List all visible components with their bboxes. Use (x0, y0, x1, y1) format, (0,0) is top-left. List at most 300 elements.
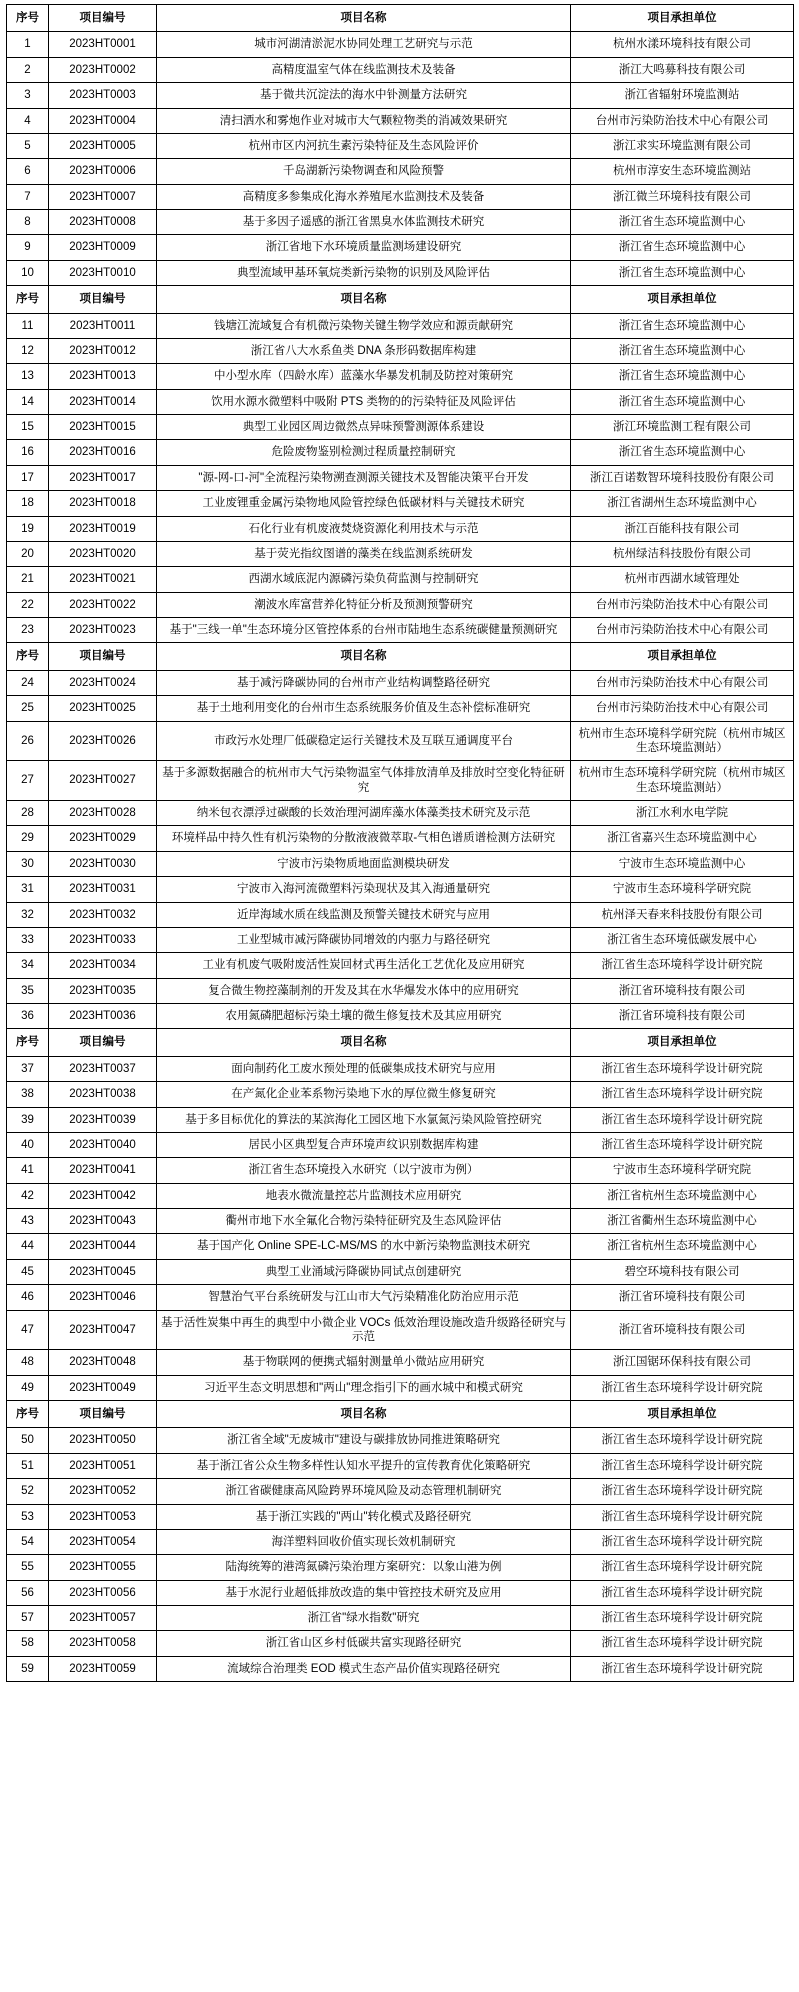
row-unit: 浙江省生态环境科学设计研究院 (571, 1580, 794, 1605)
row-project-name: 海洋塑料回收价值实现长效机制研究 (157, 1529, 571, 1554)
row-project-name: 面向制药化工废水预处理的低碳集成技术研究与应用 (157, 1056, 571, 1081)
table-row (7, 670, 794, 695)
row-project-name: 潮波水库富营养化特征分析及预测预警研究 (157, 592, 571, 617)
row-code: 2023HT0013 (49, 364, 157, 389)
row-code: 2023HT0031 (49, 877, 157, 902)
column-header-name: 项目名称 (157, 643, 571, 670)
row-seq: 17 (7, 465, 49, 490)
row-project-name: 宁波市入海河流微塑料污染现状及其入海通量研究 (157, 877, 571, 902)
row-unit: 浙江百能科技有限公司 (571, 516, 794, 541)
row-project-name: 基于多因子遥感的浙江省黑臭水体监测技术研究 (157, 210, 571, 235)
row-unit: 浙江省生态环境科学设计研究院 (571, 1631, 794, 1656)
row-seq: 14 (7, 389, 49, 414)
row-code: 2023HT0053 (49, 1504, 157, 1529)
row-project-name: 典型工业涌域污降碳协同试点创建研究 (157, 1259, 571, 1284)
column-header-seq: 序号 (7, 1029, 49, 1056)
row-unit: 台州市污染防治技术中心有限公司 (571, 696, 794, 721)
row-unit: 浙江省环境科技有限公司 (571, 1310, 794, 1350)
row-code: 2023HT0041 (49, 1158, 157, 1183)
row-unit: 浙江省生态环境科学设计研究院 (571, 1453, 794, 1478)
row-code: 2023HT0040 (49, 1132, 157, 1157)
row-unit: 浙江省生态环境科学设计研究院 (571, 1529, 794, 1554)
row-project-name: 浙江省地下水环境质量监测场建设研究 (157, 235, 571, 260)
row-code: 2023HT0022 (49, 592, 157, 617)
row-project-name: 工业废锂重金属污染物地风险管控绿色低碳材料与关键技术研究 (157, 491, 571, 516)
row-seq: 24 (7, 670, 49, 695)
row-project-name: 宁波市污染物质地面监测模块研发 (157, 851, 571, 876)
row-unit: 浙江省环境科技有限公司 (571, 978, 794, 1003)
row-unit: 台州市污染防治技术中心有限公司 (571, 108, 794, 133)
row-code: 2023HT0049 (49, 1375, 157, 1400)
row-unit: 杭州市淳安生态环境监测站 (571, 159, 794, 184)
row-seq: 32 (7, 902, 49, 927)
row-code: 2023HT0032 (49, 902, 157, 927)
row-seq: 43 (7, 1209, 49, 1234)
row-project-name: 石化行业有机废液焚烧资源化利用技术与示范 (157, 516, 571, 541)
row-seq: 21 (7, 567, 49, 592)
row-project-name: 基于物联网的便携式辐射测量单小微站应用研究 (157, 1350, 571, 1375)
row-code: 2023HT0046 (49, 1285, 157, 1310)
row-project-name: 陆海统筹的港湾氮磷污染治理方案研究：以象山港为例 (157, 1555, 571, 1580)
row-code: 2023HT0006 (49, 159, 157, 184)
row-project-name: 城市河湖清淤泥水协同处理工艺研究与示范 (157, 32, 571, 57)
row-project-name: 基于荧光指纹图谱的藻类在线监测系统研发 (157, 541, 571, 566)
table-row (7, 32, 794, 57)
row-project-name: 西湖水域底泥内源磷污染负荷监测与控制研究 (157, 567, 571, 592)
row-unit: 浙江省生态环境科学设计研究院 (571, 1479, 794, 1504)
row-unit: 浙江省生态环境监测中心 (571, 260, 794, 285)
row-unit: 浙江大鸣募科技有限公司 (571, 57, 794, 82)
row-code: 2023HT0029 (49, 826, 157, 851)
table-row (7, 1479, 794, 1504)
row-project-name: 农用氮磷肥超标污染土壤的微生修复技术及其应用研究 (157, 1004, 571, 1029)
table-row (7, 877, 794, 902)
row-code: 2023HT0024 (49, 670, 157, 695)
row-seq: 48 (7, 1350, 49, 1375)
row-code: 2023HT0012 (49, 338, 157, 363)
table-row (7, 83, 794, 108)
row-project-name: 基于浙江省公众生物多样性认知水平提升的宣传教育优化策略研究 (157, 1453, 571, 1478)
table-row (7, 1004, 794, 1029)
row-project-name: 基于活性炭集中再生的典型中小微企业 VOCs 低效治理设施改造升级路径研究与示范 (157, 1310, 571, 1350)
row-seq: 18 (7, 491, 49, 516)
row-project-name: 近岸海域水质在线监测及预警关键技术研究与应用 (157, 902, 571, 927)
row-seq: 42 (7, 1183, 49, 1208)
table-row (7, 927, 794, 952)
row-seq: 49 (7, 1375, 49, 1400)
row-unit: 宁波市生态环境科学研究院 (571, 1158, 794, 1183)
row-seq: 27 (7, 761, 49, 801)
row-seq: 8 (7, 210, 49, 235)
row-seq: 1 (7, 32, 49, 57)
row-seq: 7 (7, 184, 49, 209)
table-row (7, 1183, 794, 1208)
row-code: 2023HT0042 (49, 1183, 157, 1208)
table-row (7, 1209, 794, 1234)
column-header-code: 项目编号 (49, 1029, 157, 1056)
table-row (7, 338, 794, 363)
table-row (7, 210, 794, 235)
row-code: 2023HT0023 (49, 618, 157, 643)
table-row (7, 57, 794, 82)
table-row (7, 465, 794, 490)
row-unit: 浙江省湖州生态环境监测中心 (571, 491, 794, 516)
row-project-name: 浙江省碳健康高风险跨界环境风险及动态管理机制研究 (157, 1479, 571, 1504)
row-unit: 宁波市生态环境监测中心 (571, 851, 794, 876)
column-header-name: 项目名称 (157, 286, 571, 313)
row-code: 2023HT0059 (49, 1656, 157, 1681)
row-seq: 2 (7, 57, 49, 82)
row-unit: 浙江省环境科技有限公司 (571, 1285, 794, 1310)
row-seq: 54 (7, 1529, 49, 1554)
row-unit: 浙江省杭州生态环境监测中心 (571, 1234, 794, 1259)
row-seq: 31 (7, 877, 49, 902)
table-row (7, 1132, 794, 1157)
row-seq: 56 (7, 1580, 49, 1605)
row-seq: 33 (7, 927, 49, 952)
column-header-code: 项目编号 (49, 643, 157, 670)
row-project-name: 基于土地利用变化的台州市生态系统服务价值及生态补偿标准研究 (157, 696, 571, 721)
table-row (7, 592, 794, 617)
row-unit: 浙江省生态环境监测中心 (571, 389, 794, 414)
row-seq: 13 (7, 364, 49, 389)
row-unit: 台州市污染防治技术中心有限公司 (571, 592, 794, 617)
table-row (7, 133, 794, 158)
table-row (7, 978, 794, 1003)
row-code: 2023HT0037 (49, 1056, 157, 1081)
row-code: 2023HT0007 (49, 184, 157, 209)
row-seq: 50 (7, 1428, 49, 1453)
column-header-code: 项目编号 (49, 286, 157, 313)
row-unit: 浙江省生态环境科学设计研究院 (571, 1056, 794, 1081)
row-code: 2023HT0008 (49, 210, 157, 235)
table-header-row (7, 286, 794, 313)
table-row (7, 1453, 794, 1478)
row-code: 2023HT0004 (49, 108, 157, 133)
table-row (7, 440, 794, 465)
table-row (7, 1428, 794, 1453)
row-seq: 39 (7, 1107, 49, 1132)
row-code: 2023HT0017 (49, 465, 157, 490)
row-unit: 碧空环境科技有限公司 (571, 1259, 794, 1284)
row-unit: 宁波市生态环境科学研究院 (571, 877, 794, 902)
row-seq: 4 (7, 108, 49, 133)
column-header-name: 项目名称 (157, 5, 571, 32)
row-unit: 浙江水利水电学院 (571, 801, 794, 826)
row-project-name: 衢州市地下水全氟化合物污染特征研究及生态风险评估 (157, 1209, 571, 1234)
row-code: 2023HT0033 (49, 927, 157, 952)
row-seq: 57 (7, 1606, 49, 1631)
row-code: 2023HT0039 (49, 1107, 157, 1132)
table-row (7, 389, 794, 414)
row-code: 2023HT0027 (49, 761, 157, 801)
project-list-table (6, 4, 794, 1682)
row-unit: 浙江省环境科技有限公司 (571, 1004, 794, 1029)
row-code: 2023HT0019 (49, 516, 157, 541)
row-unit: 浙江省嘉兴生态环境监测中心 (571, 826, 794, 851)
row-unit: 浙江省辐射环境监测站 (571, 83, 794, 108)
row-unit: 浙江省生态环境监测中心 (571, 210, 794, 235)
row-code: 2023HT0043 (49, 1209, 157, 1234)
column-header-code: 项目编号 (49, 5, 157, 32)
row-code: 2023HT0047 (49, 1310, 157, 1350)
row-seq: 30 (7, 851, 49, 876)
table-row (7, 618, 794, 643)
table-row (7, 1529, 794, 1554)
row-project-name: 饮用水源水微塑料中吸附 PTS 类物的的污染特征及风险评估 (157, 389, 571, 414)
table-row (7, 851, 794, 876)
column-header-unit: 项目承担单位 (571, 286, 794, 313)
row-project-name: 典型流域甲基环氧烷类新污染物的识别及风险评估 (157, 260, 571, 285)
row-project-name: 居民小区典型复合声环境声纹识别数据库构建 (157, 1132, 571, 1157)
row-code: 2023HT0050 (49, 1428, 157, 1453)
row-code: 2023HT0014 (49, 389, 157, 414)
table-row (7, 313, 794, 338)
row-unit: 杭州水漾环境科技有限公司 (571, 32, 794, 57)
table-header-row (7, 643, 794, 670)
table-row (7, 1504, 794, 1529)
row-seq: 20 (7, 541, 49, 566)
row-seq: 40 (7, 1132, 49, 1157)
row-unit: 杭州市生态环境科学研究院（杭州市城区生态环境监测站） (571, 721, 794, 761)
row-project-name: 浙江省山区乡村低碳共富实现路径研究 (157, 1631, 571, 1656)
row-unit: 浙江省生态环境监测中心 (571, 235, 794, 260)
row-code: 2023HT0003 (49, 83, 157, 108)
row-seq: 28 (7, 801, 49, 826)
row-seq: 46 (7, 1285, 49, 1310)
row-unit: 浙江省衢州生态环境监测中心 (571, 1209, 794, 1234)
row-project-name: 基于浙江实践的"两山"转化模式及路径研究 (157, 1504, 571, 1529)
row-code: 2023HT0051 (49, 1453, 157, 1478)
table-row (7, 364, 794, 389)
row-project-name: 习近平生态文明思想和"两山"理念指引下的画水城中和模式研究 (157, 1375, 571, 1400)
column-header-unit: 项目承担单位 (571, 1401, 794, 1428)
row-seq: 34 (7, 953, 49, 978)
row-code: 2023HT0034 (49, 953, 157, 978)
row-project-name: 地表水微流量控芯片监测技术应用研究 (157, 1183, 571, 1208)
table-row (7, 108, 794, 133)
row-seq: 52 (7, 1479, 49, 1504)
row-seq: 58 (7, 1631, 49, 1656)
row-code: 2023HT0038 (49, 1082, 157, 1107)
table-row (7, 801, 794, 826)
column-header-name: 项目名称 (157, 1029, 571, 1056)
row-seq: 22 (7, 592, 49, 617)
row-code: 2023HT0056 (49, 1580, 157, 1605)
row-code: 2023HT0002 (49, 57, 157, 82)
table-row (7, 567, 794, 592)
row-unit: 浙江省生态环境科学设计研究院 (571, 1656, 794, 1681)
row-project-name: 复合微生物控藻制剂的开发及其在水华爆发水体中的应用研究 (157, 978, 571, 1003)
row-code: 2023HT0045 (49, 1259, 157, 1284)
row-unit: 浙江省生态环境监测中心 (571, 440, 794, 465)
column-header-seq: 序号 (7, 1401, 49, 1428)
row-code: 2023HT0044 (49, 1234, 157, 1259)
row-code: 2023HT0015 (49, 415, 157, 440)
row-unit: 浙江省生态环境科学设计研究院 (571, 1132, 794, 1157)
row-unit: 浙江省生态环境科学设计研究院 (571, 1504, 794, 1529)
row-code: 2023HT0020 (49, 541, 157, 566)
table-row (7, 1107, 794, 1132)
row-unit: 浙江省生态环境低碳发展中心 (571, 927, 794, 952)
row-seq: 38 (7, 1082, 49, 1107)
row-seq: 55 (7, 1555, 49, 1580)
row-code: 2023HT0055 (49, 1555, 157, 1580)
row-project-name: 钱塘江流域复合有机微污染物关键生物学效应和源贡献研究 (157, 313, 571, 338)
row-unit: 台州市污染防治技术中心有限公司 (571, 618, 794, 643)
row-unit: 杭州市西湖水域管理处 (571, 567, 794, 592)
row-code: 2023HT0058 (49, 1631, 157, 1656)
row-seq: 25 (7, 696, 49, 721)
row-unit: 浙江环境监测工程有限公司 (571, 415, 794, 440)
table-row (7, 260, 794, 285)
row-project-name: 典型工业园区周边微然点异味预警测源体系建设 (157, 415, 571, 440)
row-unit: 浙江省生态环境科学设计研究院 (571, 1107, 794, 1132)
row-project-name: 清扫洒水和雾炮作业对城市大气颗粒物类的消减效果研究 (157, 108, 571, 133)
row-seq: 37 (7, 1056, 49, 1081)
row-project-name: 基于减污降碳协同的台州市产业结构调整路径研究 (157, 670, 571, 695)
row-project-name: 基于水泥行业超低排放改造的集中管控技术研究及应用 (157, 1580, 571, 1605)
row-code: 2023HT0010 (49, 260, 157, 285)
table-row (7, 1555, 794, 1580)
row-unit: 浙江省生态环境监测中心 (571, 364, 794, 389)
table-header-row (7, 5, 794, 32)
table-row (7, 902, 794, 927)
row-code: 2023HT0054 (49, 1529, 157, 1554)
row-seq: 45 (7, 1259, 49, 1284)
row-seq: 26 (7, 721, 49, 761)
row-code: 2023HT0018 (49, 491, 157, 516)
row-code: 2023HT0057 (49, 1606, 157, 1631)
row-unit: 浙江省生态环境科学设计研究院 (571, 1606, 794, 1631)
row-project-name: 环境样品中持久性有机污染物的分散液液微萃取-气相色谱质谱检测方法研究 (157, 826, 571, 851)
row-seq: 29 (7, 826, 49, 851)
row-unit: 台州市污染防治技术中心有限公司 (571, 670, 794, 695)
row-project-name: 中小型水库（四龄水库）蓝藻水华暴发机制及防控对策研究 (157, 364, 571, 389)
table-row (7, 491, 794, 516)
row-seq: 23 (7, 618, 49, 643)
table-row (7, 1259, 794, 1284)
row-project-name: 工业有机废气吸附废活性炭回材式再生活化工艺优化及应用研究 (157, 953, 571, 978)
row-code: 2023HT0005 (49, 133, 157, 158)
row-seq: 15 (7, 415, 49, 440)
row-project-name: 智慧治气平台系统研发与江山市大气污染精准化防治应用示范 (157, 1285, 571, 1310)
row-project-name: 流域综合治理类 EOD 模式生态产品价值实现路径研究 (157, 1656, 571, 1681)
row-project-name: 基于多源数据融合的杭州市大气污染物温室气体排放清单及排放时空变化特征研究 (157, 761, 571, 801)
row-project-name: 危险废物鉴别检测过程质量控制研究 (157, 440, 571, 465)
row-unit: 浙江省杭州生态环境监测中心 (571, 1183, 794, 1208)
table-row (7, 1234, 794, 1259)
row-project-name: 浙江省生态环境投入水研究（以宁波市为例） (157, 1158, 571, 1183)
table-row (7, 1350, 794, 1375)
table-row (7, 1631, 794, 1656)
row-seq: 53 (7, 1504, 49, 1529)
column-header-code: 项目编号 (49, 1401, 157, 1428)
table-row (7, 1606, 794, 1631)
row-project-name: 基于微共沉淀法的海水中钋测量方法研究 (157, 83, 571, 108)
table-row (7, 235, 794, 260)
column-header-seq: 序号 (7, 286, 49, 313)
table-row (7, 721, 794, 761)
table-row (7, 415, 794, 440)
row-project-name: 工业型城市减污降碳协同增效的内驱力与路径研究 (157, 927, 571, 952)
row-code: 2023HT0030 (49, 851, 157, 876)
row-seq: 9 (7, 235, 49, 260)
column-header-seq: 序号 (7, 5, 49, 32)
table-row (7, 826, 794, 851)
row-code: 2023HT0016 (49, 440, 157, 465)
row-seq: 11 (7, 313, 49, 338)
table-row (7, 1310, 794, 1350)
table-body (7, 5, 794, 1682)
row-seq: 5 (7, 133, 49, 158)
table-row (7, 1375, 794, 1400)
row-project-name: 在产氮化企业苯系物污染地下水的厚位微生修复研究 (157, 1082, 571, 1107)
table-row (7, 1056, 794, 1081)
table-header-row (7, 1401, 794, 1428)
row-code: 2023HT0048 (49, 1350, 157, 1375)
row-project-name: 基于国产化 Online SPE-LC-MS/MS 的水中新污染物监测技术研究 (157, 1234, 571, 1259)
row-unit: 浙江省生态环境科学设计研究院 (571, 1555, 794, 1580)
row-seq: 47 (7, 1310, 49, 1350)
row-unit: 杭州市生态环境科学研究院（杭州市城区生态环境监测站） (571, 761, 794, 801)
row-code: 2023HT0009 (49, 235, 157, 260)
column-header-seq: 序号 (7, 643, 49, 670)
row-unit: 浙江省生态环境监测中心 (571, 313, 794, 338)
row-seq: 35 (7, 978, 49, 1003)
row-unit: 杭州泽天春来科技股份有限公司 (571, 902, 794, 927)
row-project-name: 千岛湖新污染物调查和风险预警 (157, 159, 571, 184)
row-project-name: 高精度多参集成化海水养殖尾水监测技术及装备 (157, 184, 571, 209)
table-row (7, 1580, 794, 1605)
table-header-row (7, 1029, 794, 1056)
row-unit: 浙江微兰环境科技有限公司 (571, 184, 794, 209)
table-row (7, 1656, 794, 1681)
row-code: 2023HT0028 (49, 801, 157, 826)
table-row (7, 953, 794, 978)
table-row (7, 1082, 794, 1107)
row-project-name: 市政污水处理厂低碳稳定运行关键技术及互联互通调度平台 (157, 721, 571, 761)
row-unit: 浙江省生态环境科学设计研究院 (571, 1428, 794, 1453)
row-code: 2023HT0011 (49, 313, 157, 338)
column-header-unit: 项目承担单位 (571, 5, 794, 32)
row-seq: 44 (7, 1234, 49, 1259)
row-project-name: 杭州市区内河抗生素污染特征及生态风险评价 (157, 133, 571, 158)
table-row (7, 1158, 794, 1183)
row-unit: 浙江求实环境监测有限公司 (571, 133, 794, 158)
row-unit: 浙江省生态环境科学设计研究院 (571, 953, 794, 978)
row-project-name: "源-网-口-河"全流程污染物溯查测源关键技术及智能决策平台开发 (157, 465, 571, 490)
table-row (7, 159, 794, 184)
row-project-name: 浙江省全域"无废城市"建设与碳排放协同推进策略研究 (157, 1428, 571, 1453)
row-code: 2023HT0025 (49, 696, 157, 721)
table-row (7, 184, 794, 209)
row-unit: 浙江省生态环境监测中心 (571, 338, 794, 363)
row-unit: 杭州绿洁科技股份有限公司 (571, 541, 794, 566)
row-code: 2023HT0035 (49, 978, 157, 1003)
row-project-name: 高精度温室气体在线监测技术及装备 (157, 57, 571, 82)
column-header-name: 项目名称 (157, 1401, 571, 1428)
column-header-unit: 项目承担单位 (571, 643, 794, 670)
row-seq: 3 (7, 83, 49, 108)
row-seq: 59 (7, 1656, 49, 1681)
column-header-unit: 项目承担单位 (571, 1029, 794, 1056)
row-seq: 6 (7, 159, 49, 184)
row-code: 2023HT0021 (49, 567, 157, 592)
row-code: 2023HT0036 (49, 1004, 157, 1029)
row-project-name: 浙江省"绿水指数"研究 (157, 1606, 571, 1631)
row-unit: 浙江国锯环保科技有限公司 (571, 1350, 794, 1375)
